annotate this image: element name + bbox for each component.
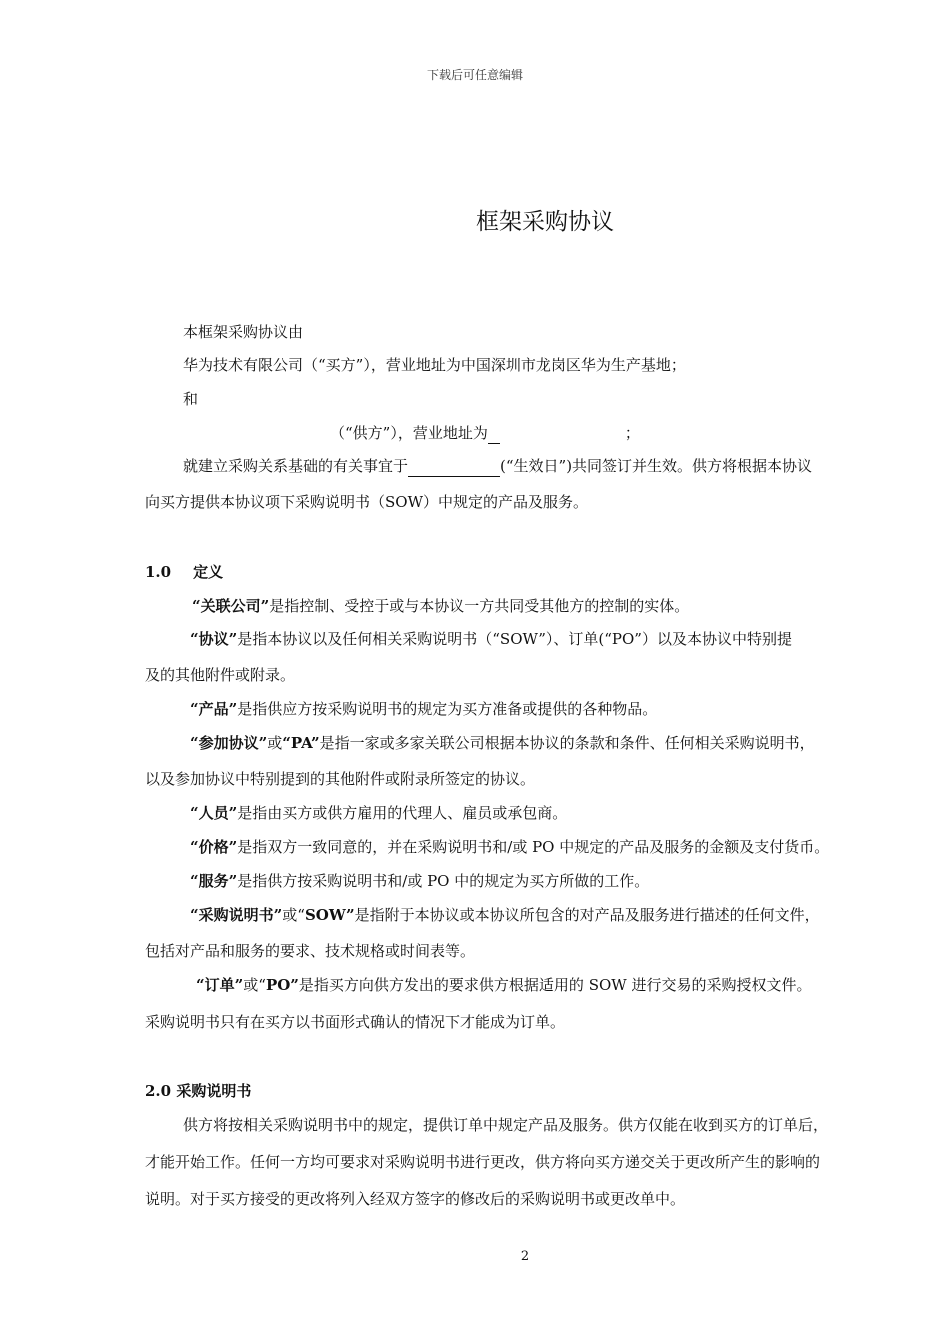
def-term: “关联公司” [192, 597, 270, 615]
page-number: 2 [520, 1249, 530, 1264]
def-term: “产品” [190, 700, 238, 718]
def-agreement [190, 629, 920, 649]
def-price [190, 837, 920, 857]
intro-line-5 [183, 456, 920, 477]
semicolon: ； [624, 424, 640, 442]
def-term: “参加协议” [190, 734, 268, 752]
def-text: 是指供方按采购说明书和/或 PO 中的规定为买方所做的工作。 [237, 872, 650, 890]
section-1-title: 定义 [193, 563, 224, 581]
def-affiliate [192, 596, 922, 616]
def-text: 是指买方向供方发出的要求供方根据适用的 SOW 进行交易的采购授权文件。 [298, 976, 812, 994]
def-po-cont: 采购说明书只有在买方以书面形式确认的情况下才能成为订单。 [145, 1013, 566, 1031]
def-text: 是指双方一致同意的，并在采购说明书和/或 PO 中规定的产品及服务的金额及支付货币。 [237, 838, 830, 856]
intro-line-3: 和 [183, 390, 199, 408]
intro-line-4 [330, 423, 920, 444]
section-2-heading: 2.0 采购说明书 [145, 1082, 252, 1100]
def-term-2: PO” [265, 976, 299, 994]
section-2-para-2: 才能开始工作。任何一方均可要求对采购说明书进行更改，供方将向买方递交关于更改所产生的影响的 [145, 1153, 821, 1171]
def-term: “协议” [190, 630, 238, 648]
section-1-heading [145, 562, 920, 582]
def-term: “采购说明书” [190, 906, 283, 924]
def-agreement-cont: 及的其他附件或附录。 [145, 666, 296, 684]
def-product [190, 699, 920, 719]
def-text: 是指附于本协议或本协议所包含的对产品及服务进行描述的任何文件， [354, 906, 820, 924]
def-text: 是指供应方按采购说明书的规定为买方准备或提供的各种物品。 [237, 700, 658, 718]
def-pa [190, 733, 920, 753]
intro-line-2: 华为技术有限公司（“买方”），营业地址为中国深圳市龙岗区华为生产基地； [183, 356, 686, 374]
def-or: 或“ [282, 906, 305, 924]
def-pa-cont: 以及参加协议中特别提到的其他附件或附录所签定的协议。 [145, 770, 536, 788]
supplier-address-blank [488, 423, 500, 444]
def-text: 是指控制、受控于或与本协议一方共同受其他方的控制的实体。 [269, 597, 690, 615]
section-2-para-1: 供方将按相关采购说明书中的规定，提供订单中规定产品及服务。供方仅能在收到买方的订单后， [183, 1116, 829, 1134]
def-term: “人员” [190, 804, 238, 822]
def-term: “订单” [196, 976, 244, 994]
effective-prefix: 就建立采购关系基础的有关事宜于 [183, 457, 409, 475]
effective-suffix: (“生效日”)共同签订并生效。供方将根据本协议 [500, 457, 813, 475]
def-or: 或“ [243, 976, 266, 994]
def-text: 是指本协议以及任何相关采购说明书（“SOW”）、订单(“PO”）以及本协议中特别提 [237, 630, 792, 648]
def-term: “价格” [190, 838, 238, 856]
def-sow-cont: 包括对产品和服务的要求、技术规格或时间表等。 [145, 942, 476, 960]
intro-line-6: 向买方提供本协议项下采购说明书（SOW）中规定的产品及服务。 [145, 493, 588, 511]
def-term-2: “PA” [282, 734, 320, 752]
def-sow [190, 905, 920, 925]
intro-line-1: 本框架采购协议由 [183, 323, 304, 341]
document-title: 框架采购协议 [476, 209, 614, 235]
def-text: 是指一家或多家关联公司根据本协议的条款和条件、任何相关采购说明书， [319, 734, 815, 752]
section-2-para-3: 说明。对于买方接受的更改将列入经双方签字的修改后的采购说明书或更改单中。 [145, 1190, 686, 1208]
def-service [190, 871, 920, 891]
effective-date-blank [408, 456, 500, 477]
def-personnel [190, 803, 920, 823]
def-po [196, 975, 926, 995]
def-text: 是指由买方或供方雇用的代理人、雇员或承包商。 [237, 804, 568, 822]
header-note: 下载后可任意编辑 [426, 68, 523, 82]
def-or: 或 [267, 734, 283, 752]
def-term-2: SOW” [304, 906, 355, 924]
def-term: “服务” [190, 872, 238, 890]
section-1-number: 1.0 [145, 563, 172, 581]
supplier-label: （“供方”），营业地址为 [330, 424, 488, 442]
